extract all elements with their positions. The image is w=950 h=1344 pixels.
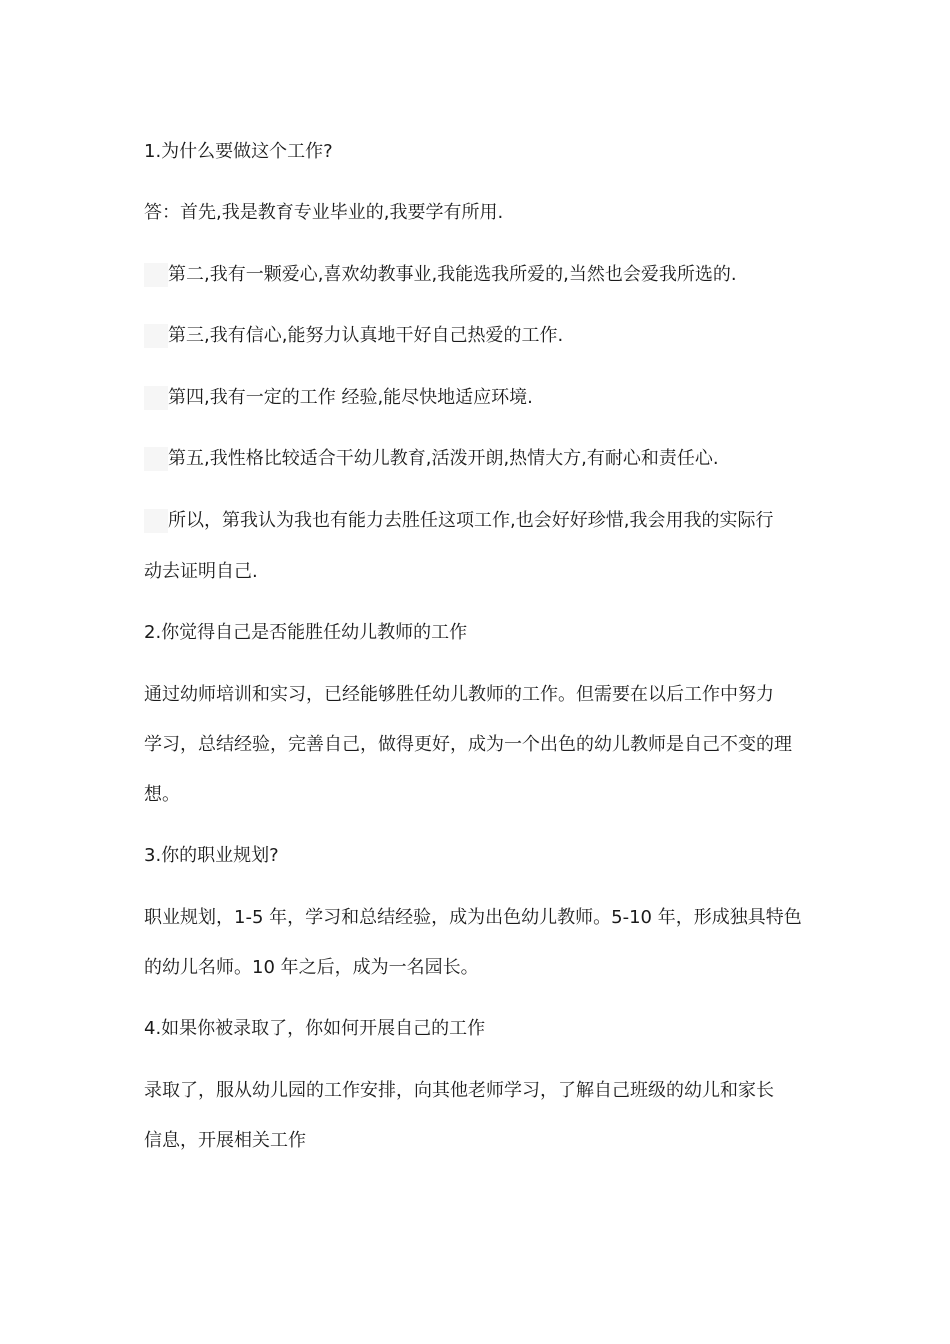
answer-1-line-5: 第五,我性格比较适合干幼儿教育,活泼开朗,热情大方,有耐心和责任心. <box>144 447 719 471</box>
question-2-heading: 2.你觉得自己是否能胜任幼儿教师的工作 <box>144 622 468 643</box>
question-3-heading: 3.你的职业规划? <box>144 845 279 866</box>
answer-2-line-2: 学习，总结经验，完善自己，做得更好，成为一个出色的幼儿教师是自己不变的理 <box>144 734 792 755</box>
answer-2-line-3: 想。 <box>144 784 180 805</box>
question-4-heading: 4.如果你被录取了，你如何开展自己的工作 <box>144 1018 486 1039</box>
answer-1-line-2: 第二,我有一颗爱心,喜欢幼教事业,我能选我所爱的,当然也会爱我所选的. <box>144 263 737 287</box>
answer-1-line-3: 第三,我有信心,能努力认真地干好自己热爱的工作. <box>144 324 563 348</box>
answer-2-line-1: 通过幼师培训和实习，已经能够胜任幼儿教师的工作。但需要在以后工作中努力 <box>144 684 774 705</box>
answer-3-line-1: 职业规划，1-5 年，学习和总结经验，成为出色幼儿教师。5-10 年，形成独具特色 <box>144 907 802 928</box>
question-1-heading: 1.为什么要做这个工作? <box>144 141 333 162</box>
answer-1-line-7: 动去证明自己. <box>144 561 258 582</box>
answer-4-line-1: 录取了，服从幼儿园的工作安排，向其他老师学习，了解自己班级的幼儿和家长 <box>144 1080 774 1101</box>
answer-1-line-4: 第四,我有一定的工作 经验,能尽快地适应环境. <box>144 386 533 410</box>
answer-1-line-1: 答：首先,我是教育专业毕业的,我要学有所用. <box>144 202 504 223</box>
answer-4-line-2: 信息，开展相关工作 <box>144 1130 306 1151</box>
answer-3-line-2: 的幼儿名师。10 年之后，成为一名园长。 <box>144 957 479 978</box>
answer-1-line-6: 所以，第我认为我也有能力去胜任这项工作,也会好好珍惜,我会用我的实际行 <box>144 509 773 533</box>
